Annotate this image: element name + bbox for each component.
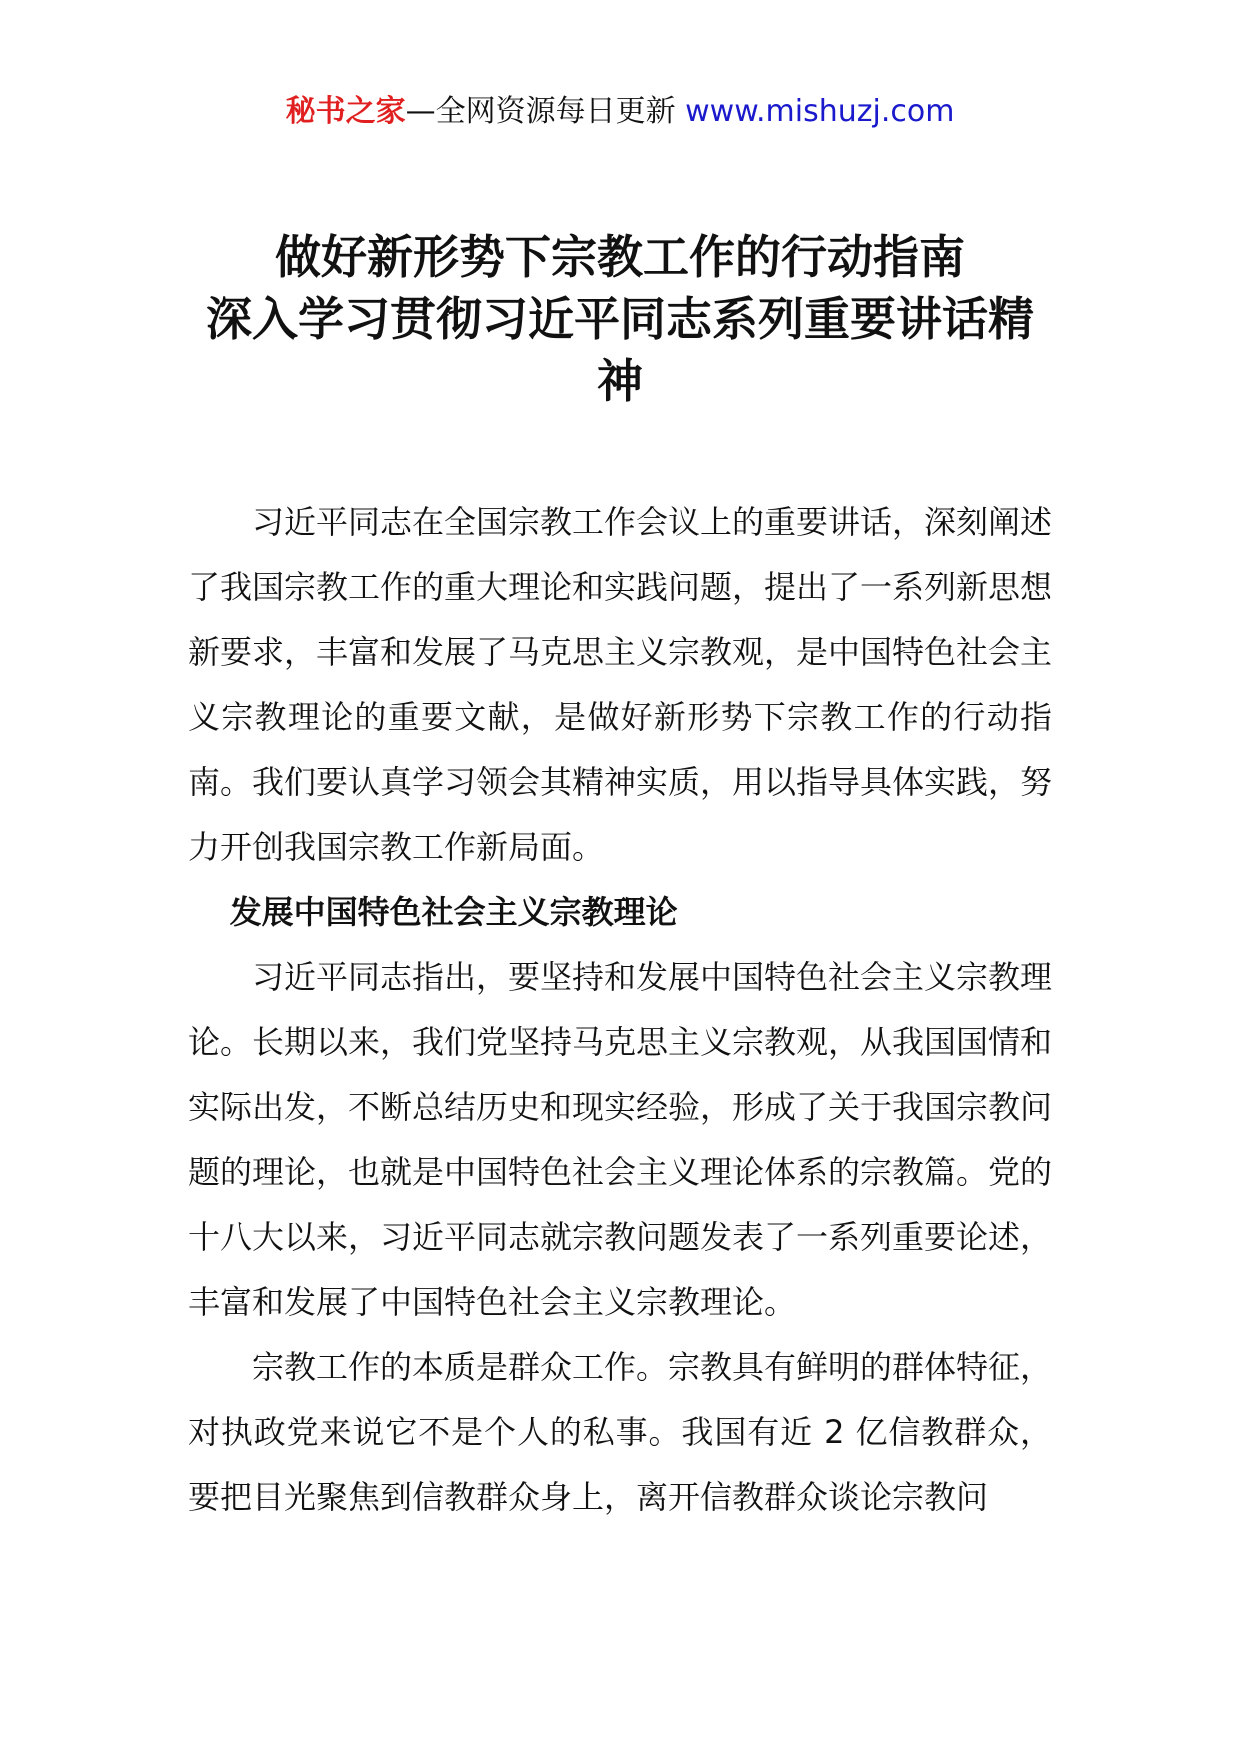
paragraph-mass-work: 宗教工作的本质是群众工作。宗教具有鲜明的群体特征，对执政党来说它不是个人的私事。我国有近 2 亿信教群众，要把目光聚焦到信教群众身上，离开信教群众谈论宗教问 xyxy=(188,1348,1053,1516)
site-header xyxy=(0,92,1240,132)
document-body xyxy=(188,490,1052,1530)
site-brand: 秘书之家 xyxy=(285,94,406,129)
site-tagline: —全网资源每日更新 xyxy=(405,94,686,129)
title-line-2: 深入学习贯彻习近平同志系列重要讲话精 xyxy=(206,292,1034,346)
document-title xyxy=(180,226,1060,412)
paragraph-theory: 习近平同志指出，要坚持和发展中国特色社会主义宗教理论。长期以来，我们党坚持马克思主义宗教观，从我国国情和实际出发，不断总结历史和现实经验，形成了关于我国宗教问题的理论，也就是中国特色社会主义理论体系的宗教篇。党的十八大以来，习近平同志就宗教问题发表了一系列重要论述，丰富和发展了中国特色社会主义宗教理论。 xyxy=(188,958,1053,1321)
section-heading: 发展中国特色社会主义宗教理论 xyxy=(229,893,678,931)
paragraph-intro: 习近平同志在全国宗教工作会议上的重要讲话，深刻阐述了我国宗教工作的重大理论和实践问题，提出了一系列新思想新要求，丰富和发展了马克思主义宗教观，是中国特色社会主义宗教理论的重要文献，是做好新形势下宗教工作的行动指南。我们要认真学习领会其精神实质，用以指导具体实践，努力开创我国宗教工作新局面。 xyxy=(188,503,1053,866)
title-line-3: 神 xyxy=(597,354,643,408)
site-url-link[interactable]: www.mishuzj.com xyxy=(685,94,955,129)
title-line-1: 做好新形势下宗教工作的行动指南 xyxy=(275,230,965,284)
